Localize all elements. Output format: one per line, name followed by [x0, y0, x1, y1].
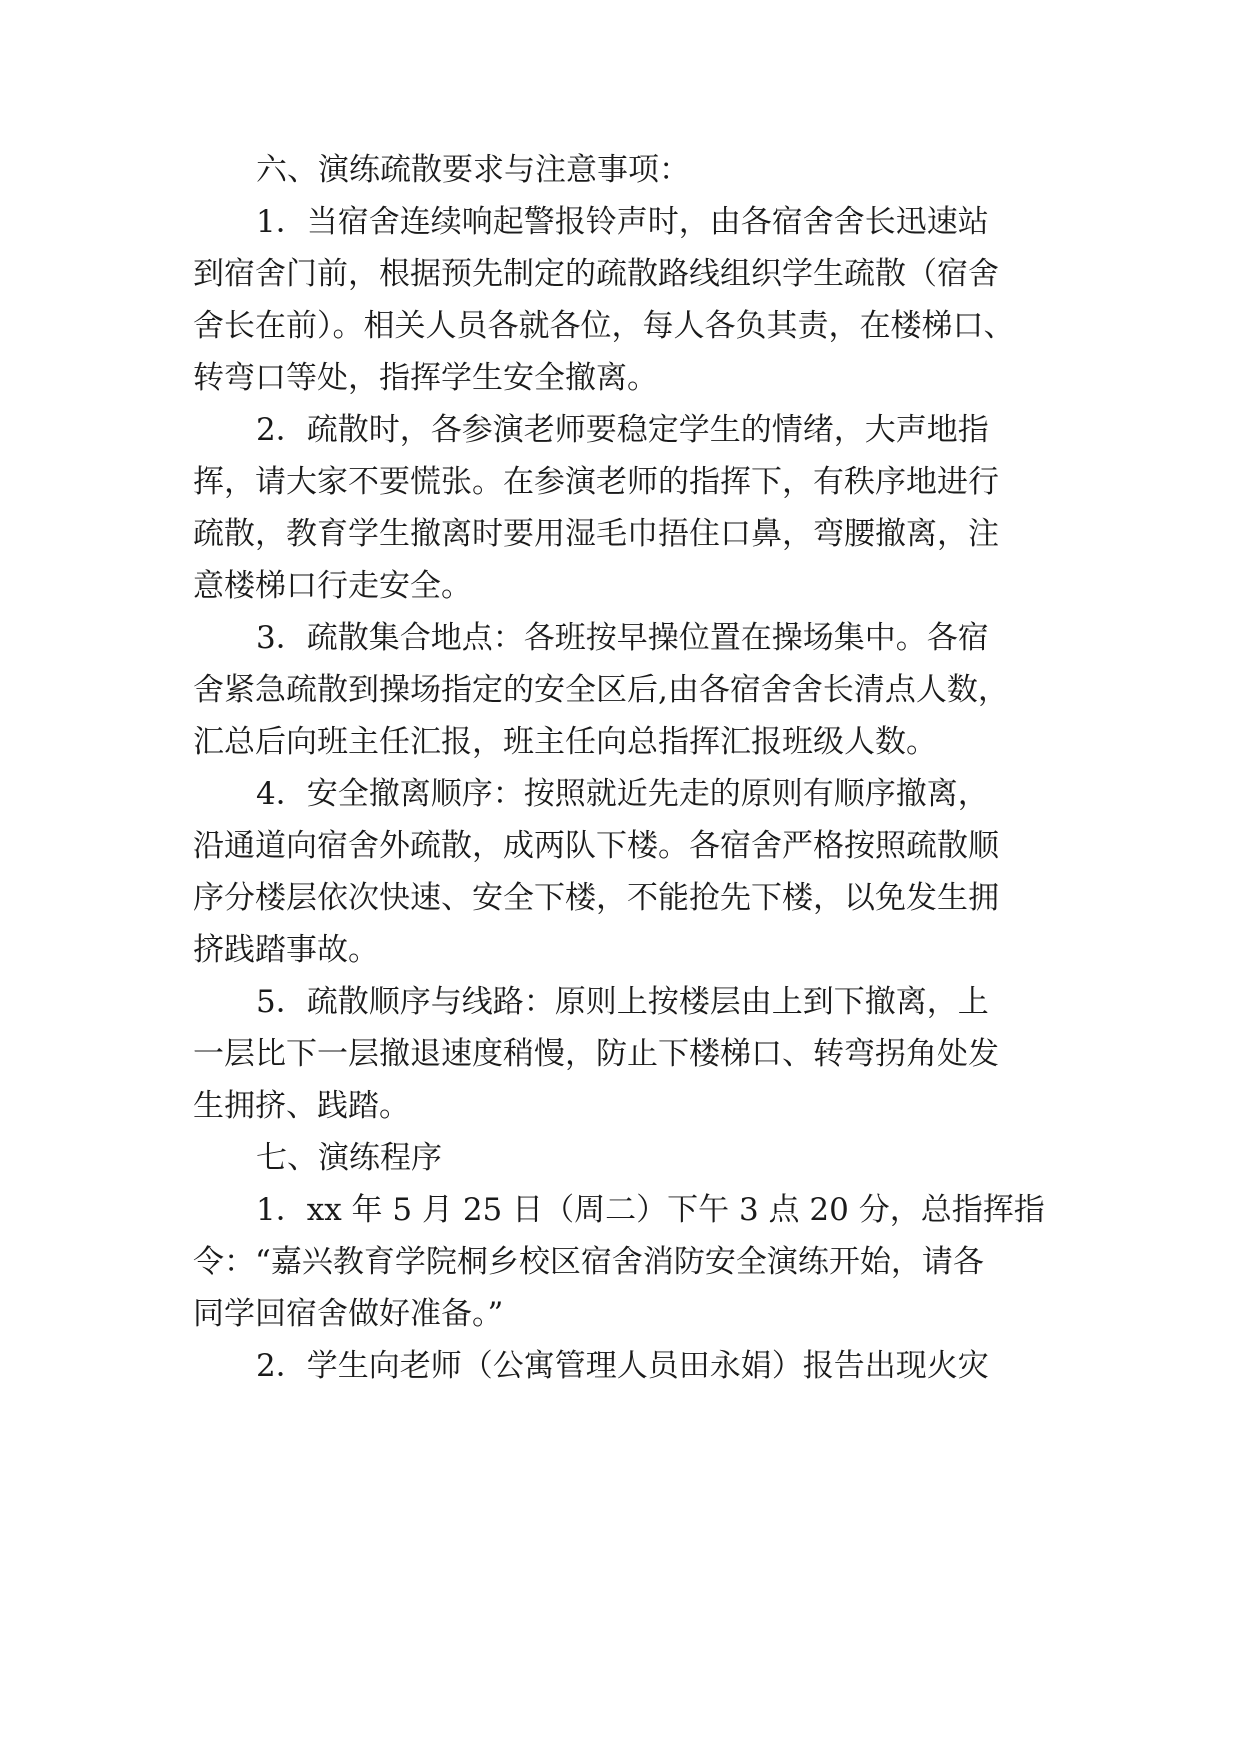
- paragraph-line: 一层比下一层撤退速度稍慢，防止下楼梯口、转弯拐角处发: [193, 1036, 999, 1072]
- paragraph-line: 3．疏散集合地点：各班按早操位置在操场集中。各宿: [256, 620, 989, 656]
- paragraph-line: 序分楼层依次快速、安全下楼，不能抢先下楼，以免发生拥: [193, 880, 999, 916]
- paragraph-line: 舍紧急疏散到操场指定的安全区后,由各宿舍舍长清点人数，: [193, 672, 1009, 708]
- section-heading-seven: 七、演练程序: [256, 1140, 442, 1176]
- paragraph-line: 1．xx 年 5 月 25 日（周二）下午 3 点 20 分，总指挥指: [256, 1192, 1045, 1228]
- paragraph-line: 舍长在前）。相关人员各就各位，每人各负其责，在楼梯口、: [193, 308, 1015, 344]
- paragraph-line: 2．学生向老师（公寓管理人员田永娟）报告出现火灾: [256, 1348, 989, 1384]
- paragraph-line: 意楼梯口行走安全。: [193, 568, 472, 604]
- paragraph-line: 汇总后向班主任汇报，班主任向总指挥汇报班级人数。: [193, 724, 937, 760]
- paragraph-line: 4．安全撤离顺序：按照就近先走的原则有顺序撤离，: [256, 776, 989, 812]
- paragraph-line: 沿通道向宿舍外疏散，成两队下楼。各宿舍严格按照疏散顺: [193, 828, 999, 864]
- section-heading-six: 六、演练疏散要求与注意事项：: [256, 152, 690, 188]
- paragraph-line: 1．当宿舍连续响起警报铃声时，由各宿舍舍长迅速站: [256, 204, 989, 240]
- paragraph-line: 令：“嘉兴教育学院桐乡校区宿舍消防安全演练开始，请各: [193, 1244, 984, 1280]
- paragraph-line: 2．疏散时，各参演老师要稳定学生的情绪，大声地指: [256, 412, 989, 448]
- paragraph-line: 同学回宿舍做好准备。”: [193, 1296, 504, 1332]
- paragraph-line: 疏散，教育学生撤离时要用湿毛巾捂住口鼻，弯腰撤离，注: [193, 516, 999, 552]
- paragraph-line: 挥，请大家不要慌张。在参演老师的指挥下，有秩序地进行: [193, 464, 999, 500]
- paragraph-line: 生拥挤、践踏。: [193, 1088, 410, 1124]
- paragraph-line: 5．疏散顺序与线路：原则上按楼层由上到下撤离，上: [256, 984, 989, 1020]
- paragraph-line: 挤践踏事故。: [193, 932, 379, 968]
- paragraph-line: 到宿舍门前，根据预先制定的疏散路线组织学生疏散（宿舍: [193, 256, 999, 292]
- paragraph-line: 转弯口等处，指挥学生安全撤离。: [193, 360, 658, 396]
